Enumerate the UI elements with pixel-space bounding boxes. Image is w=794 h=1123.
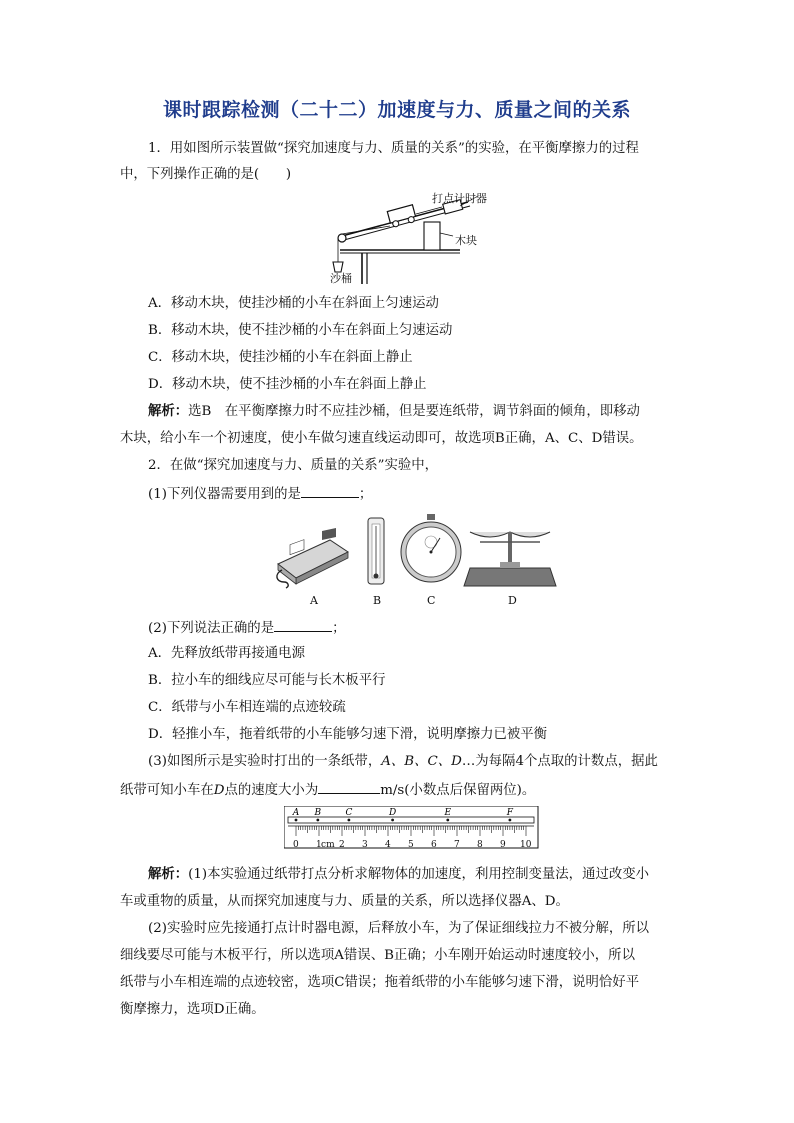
tape-dot: [509, 819, 512, 822]
tape-point-label: A: [292, 808, 300, 818]
answer-blank: [318, 780, 380, 794]
q2-part1-end: ；: [358, 487, 373, 502]
instrument-label-d: D: [508, 594, 517, 607]
q2-part1: [148, 484, 372, 503]
instrument-label-b: B: [373, 594, 382, 607]
ruler-number: 8: [477, 840, 483, 850]
q2-analysis1-line1: [148, 866, 649, 883]
page-title: 课时跟踪检测（二十二）加速度与力、质量之间的关系: [162, 99, 631, 121]
q2-part3-line2: [120, 780, 535, 799]
analysis-text: (1)本实验通过纸带打点分析求解物体的加速度，利用控制变量法，通过改变小: [188, 867, 650, 882]
q2-analysis1-line2: 车或重物的质量，从而探究加速度与力、质量的关系，所以选择仪器A、D。: [120, 894, 569, 909]
q1-option-b: B．移动木块，使不挂沙桶的小车在斜面上匀速运动: [148, 323, 453, 338]
tape-point-label: B: [314, 808, 322, 818]
balance-scale-icon: [464, 532, 556, 586]
stopwatch-icon: [401, 514, 461, 582]
spark-timer-icon: [277, 528, 348, 588]
q2-option-d: D．轻推小车，拖着纸带的小车能够匀速下滑，说明摩擦力已被平衡: [148, 727, 548, 742]
q2-part3-line2-d: m/s(小数点后保留两位)。: [380, 783, 536, 798]
tape-dot: [295, 819, 298, 822]
tape-point-label: F: [506, 808, 514, 818]
ruler-number: 5: [408, 840, 414, 850]
q2-part3-line2-c: 点的速度大小为: [224, 783, 319, 798]
analysis-text: 选B 在平衡摩擦力时不应挂沙桶，但是要连纸带，调节斜面的倾角，即移动: [188, 404, 640, 419]
ruler-number: 1: [316, 840, 322, 850]
ruler-number: cm: [321, 840, 335, 850]
q2-part3-text-c: …为每隔4个点取的计数点，据此: [461, 754, 658, 769]
q1-option-a: A．移动木块，使挂沙桶的小车在斜面上匀速运动: [148, 296, 439, 311]
label-bucket: 沙桶: [330, 272, 352, 285]
q2-part1-text: (1)下列仪器需要用到的是: [148, 487, 301, 502]
q2-part2-end: ；: [332, 621, 346, 636]
ruler-numbers: [284, 840, 542, 854]
ruler-number: 9: [500, 840, 506, 850]
q2-stem: 2．在做“探究加速度与力、质量的关系”实验中，: [148, 458, 439, 473]
thermometer-icon: [368, 518, 384, 584]
q2-option-a: A．先释放纸带再接通电源: [148, 646, 305, 661]
analysis-label: 解析：: [148, 403, 189, 419]
tape-point-label: C: [345, 808, 353, 818]
q2-part2-text: (2)下列说法正确的是: [148, 621, 275, 636]
tape-dot: [348, 819, 351, 822]
instrument-label-c: C: [427, 594, 436, 607]
instruments-figure: [270, 512, 560, 592]
q1-stem-line2: 中，下列操作正确的是( ): [120, 167, 292, 182]
ruler-number: 6: [431, 840, 437, 850]
q1-option-c: C．移动木块，使挂沙桶的小车在斜面上静止: [148, 350, 413, 365]
q2-option-c: C．纸带与小车相连端的点迹较疏: [148, 700, 346, 715]
q2-part3-point-d: D: [213, 783, 225, 798]
q2-analysis2-line2: 细线要尽可能与木板平行，所以选项A错误、B正确；小车刚开始运动时速度较小，所以: [120, 948, 635, 963]
q2-part3-points: A、B、C、D: [381, 754, 462, 769]
tape-point-label: E: [444, 808, 452, 818]
q1-analysis-line1: [148, 403, 640, 420]
tape-dot: [391, 819, 394, 822]
q1-stem-line1: 1．用如图所示装置做“探究加速度与力、质量的关系”的实验，在平衡摩擦力的过程: [148, 141, 639, 156]
q2-analysis2-line1: (2)实验时应先接通打点计时器电源，后释放小车，为了保证细线拉力不被分解，所以: [148, 921, 650, 936]
ruler-number: 3: [362, 840, 368, 850]
q2-option-b: B．拉小车的细线应尽可能与长木板平行: [148, 673, 386, 688]
ruler-number: 2: [339, 840, 345, 850]
label-block: 木块: [455, 234, 477, 247]
q1-option-d: D．移动木块，使不挂沙桶的小车在斜面上静止: [148, 377, 427, 392]
ruler-number: 0: [293, 840, 299, 850]
instrument-label-a: A: [310, 594, 318, 607]
ruler-number: 4: [385, 840, 391, 850]
tape-dot: [446, 819, 449, 822]
analysis-label: 解析：: [148, 866, 189, 882]
ruler-number: 7: [454, 840, 460, 850]
label-timer: 打点计时器: [432, 192, 487, 205]
ruler-number: 10: [520, 840, 532, 850]
q2-part3-line2-a: 纸带可知小车在: [120, 783, 214, 798]
answer-blank: [274, 618, 332, 632]
q2-part3-text-a: (3)如图所示是实验时打出的一条纸带，: [148, 754, 382, 769]
q2-part3-line1: [148, 753, 658, 770]
q2-analysis2-line3: 纸带与小车相连端的点迹较密，选项C错误；拖着纸带的小车能够匀速下滑，说明恰好平: [120, 975, 640, 990]
tape-point-label: D: [388, 808, 397, 818]
q2-analysis2-line4: 衡摩擦力，选项D正确。: [120, 1002, 265, 1017]
q2-part2: [148, 618, 345, 637]
answer-blank: [301, 484, 359, 498]
q1-analysis-line2: 木块，给小车一个初速度，使小车做匀速直线运动即可，故选项B正确，A、C、D错误。: [120, 431, 643, 446]
tape-dot: [316, 819, 319, 822]
